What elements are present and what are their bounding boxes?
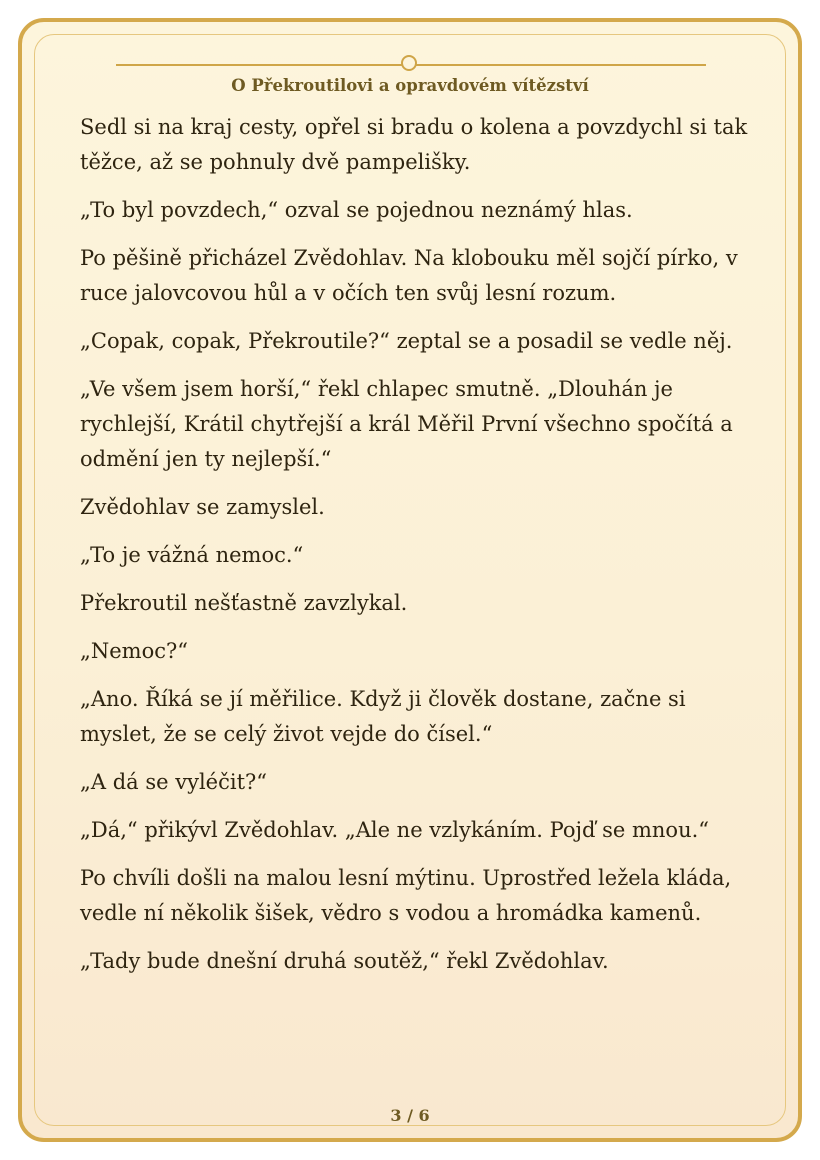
chapter-title: O Překroutilovi a opravdovém vítězství — [231, 76, 589, 95]
paragraph: „To byl povzdech,“ ozval se pojednou neznámý hlas. — [80, 198, 633, 222]
paragraph: Zvědohlav se zamyslel. — [80, 495, 325, 519]
paragraph: „A dá se vyléčit?“ — [80, 770, 268, 794]
book-page — [18, 18, 802, 1142]
header-circle-ornament-icon — [401, 55, 417, 71]
paragraph: „Nemoc?“ — [80, 639, 188, 663]
paragraph: Po chvíli došli na malou lesní mýtinu. Uprostřed ležela kláda, vedle ní několik šišek, vědro s vodou a hromádka kamenů. — [80, 866, 732, 925]
paragraph: Sedl si na kraj cesty, opřel si bradu o kolena a povzdychl si tak těžce, až se pohnuly dvě pampelišky. — [80, 115, 748, 174]
paragraph: „Copak, copak, Překroutile?“ zeptal se a posadil se vedle něj. — [80, 329, 733, 353]
paragraph: „Tady bude dnešní druhá soutěž,“ řekl Zvědohlav. — [80, 949, 609, 973]
page-number: 3 / 6 — [390, 1106, 430, 1125]
paragraph: Po pěšině přicházel Zvědohlav. Na klobouku měl sojčí pírko, v ruce jalovcovou hůl a v očích ten svůj lesní rozum. — [80, 246, 738, 305]
paragraph: „Ano. Říká se jí měřilice. Když ji člověk dostane, začne si myslet, že se celý život vejde do čísel.“ — [80, 687, 686, 746]
paragraph: Překroutil nešťastně zavzlykal. — [80, 591, 408, 615]
paragraph: „Ve všem jsem horší,“ řekl chlapec smutně. „Dlouhán je rychlejší, Krátil chytřejší a král Měřil První všechno spočítá a odmění jen ty nejlepší.“ — [80, 377, 733, 471]
paragraph: „To je vážná nemoc.“ — [80, 543, 304, 567]
paragraph: „Dá,“ přikývl Zvědohlav. „Ale ne vzlykáním. Pojď se mnou.“ — [80, 818, 710, 842]
story-text — [80, 110, 750, 992]
